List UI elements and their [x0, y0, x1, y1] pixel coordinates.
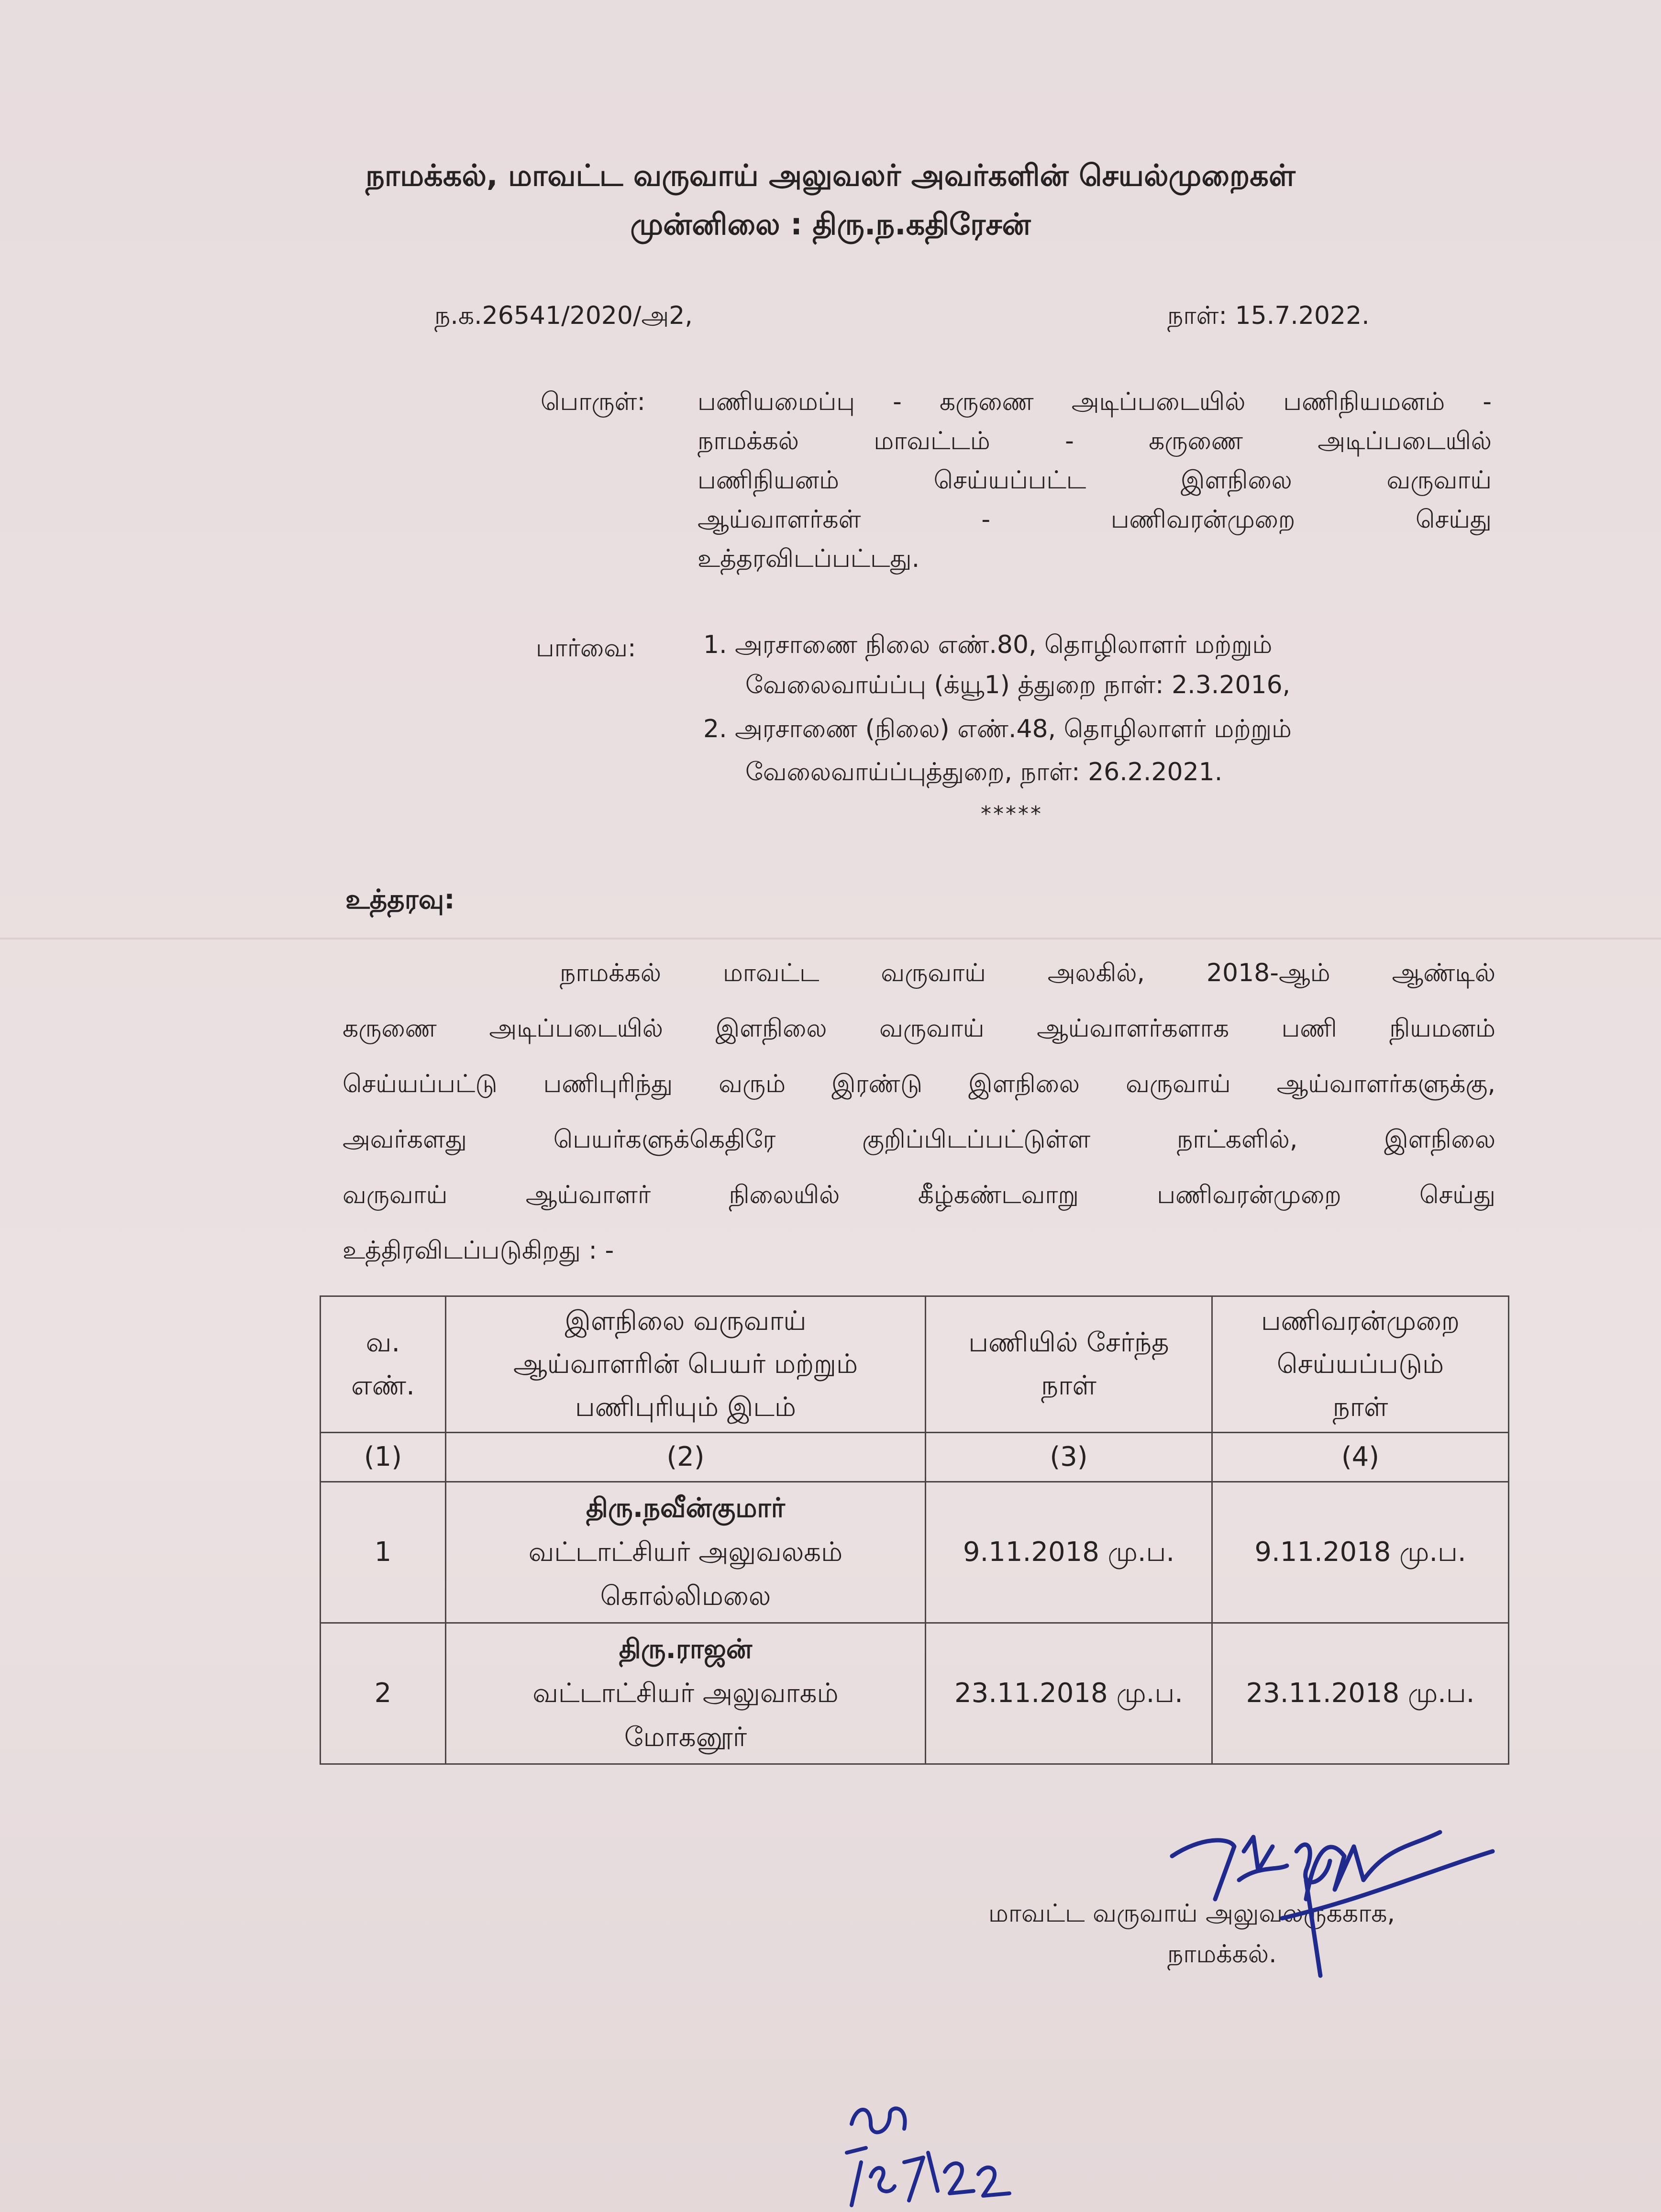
joining-date: 23.11.2018 மு.ப.: [926, 1623, 1212, 1764]
table-row: [321, 1623, 1509, 1764]
regularisation-table: [320, 1295, 1509, 1765]
employee-name: திரு.ராஜன்: [619, 1634, 753, 1665]
header-regularised: பணிவரன்முறை செய்யப்படும் நாள்: [1212, 1296, 1509, 1433]
subject-line: பணியமைப்பு - கருணை அடிப்படையில் பணிநியமனம் -: [698, 387, 1492, 416]
order-paragraph-line: கருணை அடிப்படையில் இளநிலை வருவாய் ஆய்வாளர்களாக பணி நியமனம்: [343, 1014, 1495, 1043]
presiding-officer: முன்னிலை : திரு.ந.கதிரேசன்: [630, 207, 1031, 242]
order-paragraph-line: நாமக்கல் மாவட்ட வருவாய் அலகில், 2018-ஆம் ஆண்டில்: [560, 959, 1495, 987]
header-serial: வ. எண்.: [321, 1296, 446, 1433]
table-header-row: [321, 1296, 1509, 1433]
employee-name: திரு.நவீன்குமார்: [586, 1493, 785, 1524]
reference-item: வேலைவாய்ப்புத்துறை, நாள்: 26.2.2021.: [745, 758, 1223, 786]
handwritten-signature: [1163, 1818, 1497, 2000]
reference-item: 2. அரசாணை (நிலை) எண்.48, தொழிலாளர் மற்றும்: [703, 715, 1292, 743]
column-number: (3): [926, 1433, 1212, 1482]
column-number: (1): [321, 1433, 446, 1482]
reference-item: 1. அரசாணை நிலை எண்.80, தொழிலாளர் மற்றும்: [703, 630, 1273, 659]
subject-line: பணிநியனம் செய்யப்பட்ட இளநிலை வருவாய்: [698, 466, 1492, 495]
reference-item: வேலைவாய்ப்பு (க்யூ1) த்துறை நாள்: 2.3.2016,: [745, 671, 1291, 699]
serial-number: 1: [321, 1482, 446, 1623]
page-title: நாமக்கல், மாவட்ட வருவாய் அலுவலர் அவர்களின் செயல்முறைகள்: [365, 158, 1296, 193]
paper-fold-line: [0, 938, 1661, 940]
order-date: நாள்: 15.7.2022.: [1167, 301, 1370, 330]
regularisation-date: 23.11.2018 மு.ப.: [1212, 1623, 1509, 1764]
order-paragraph-line: வருவாய் ஆய்வாளர் நிலையில் கீழ்கண்டவாறு பணிவரன்முறை செய்து: [343, 1181, 1495, 1209]
subject-line: நாமக்கல் மாவட்டம் - கருணை அடிப்படையில்: [698, 427, 1492, 455]
subject-label: பொருள்:: [541, 387, 645, 416]
subject-line: ஆய்வாளர்கள் - பணிவரன்முறை செய்து: [698, 505, 1492, 534]
order-paragraph-line: செய்யப்பட்டு பணிபுரிந்து வரும் இரண்டு இளநிலை வருவாய் ஆய்வாளர்களுக்கு,: [343, 1070, 1495, 1098]
column-number: (4): [1212, 1433, 1509, 1482]
regularisation-date: 9.11.2018 மு.ப.: [1212, 1482, 1509, 1623]
table-row: [321, 1482, 1509, 1623]
order-paragraph-line: அவர்களது பெயர்களுக்கெதிரே குறிப்பிடப்பட்டுள்ள நாட்களில், இளநிலை: [343, 1125, 1495, 1154]
column-number-row: [321, 1433, 1509, 1482]
employee-place: கொல்லிமலை: [600, 1581, 771, 1612]
joining-date: 9.11.2018 மு.ப.: [926, 1482, 1212, 1623]
signatory-designation: மாவட்ட வருவாய் அலுவலருக்காக,: [988, 1899, 1395, 1928]
employee-details: [446, 1482, 926, 1623]
serial-number: 2: [321, 1623, 446, 1764]
section-separator: *****: [981, 802, 1043, 826]
signatory-place: நாமக்கல்.: [1167, 1940, 1277, 1969]
column-number: (2): [446, 1433, 926, 1482]
order-paragraph-line: உத்திரவிடப்படுகிறது : -: [343, 1236, 614, 1265]
employee-office: வட்டாட்சியர் அலுவலகம்: [528, 1537, 843, 1568]
order-heading: உத்தரவு:: [345, 884, 455, 915]
references-label: பார்வை:: [536, 634, 636, 663]
employee-office: வட்டாட்சியர் அலுவாகம்: [532, 1678, 839, 1709]
header-joined: பணியில் சேர்ந்த நாள்: [926, 1296, 1212, 1433]
file-number: ந.க.26541/2020/அ2,: [434, 301, 693, 330]
handwritten-initials-date: [842, 2095, 1033, 2210]
header-name: இளநிலை வருவாய் ஆய்வாளரின் பெயர் மற்றும் பணிபுரியும் இடம்: [446, 1296, 926, 1433]
employee-details: [446, 1623, 926, 1764]
employee-place: மோகனூர்: [624, 1722, 747, 1753]
subject-line: உத்தரவிடப்பட்டது.: [698, 544, 920, 573]
